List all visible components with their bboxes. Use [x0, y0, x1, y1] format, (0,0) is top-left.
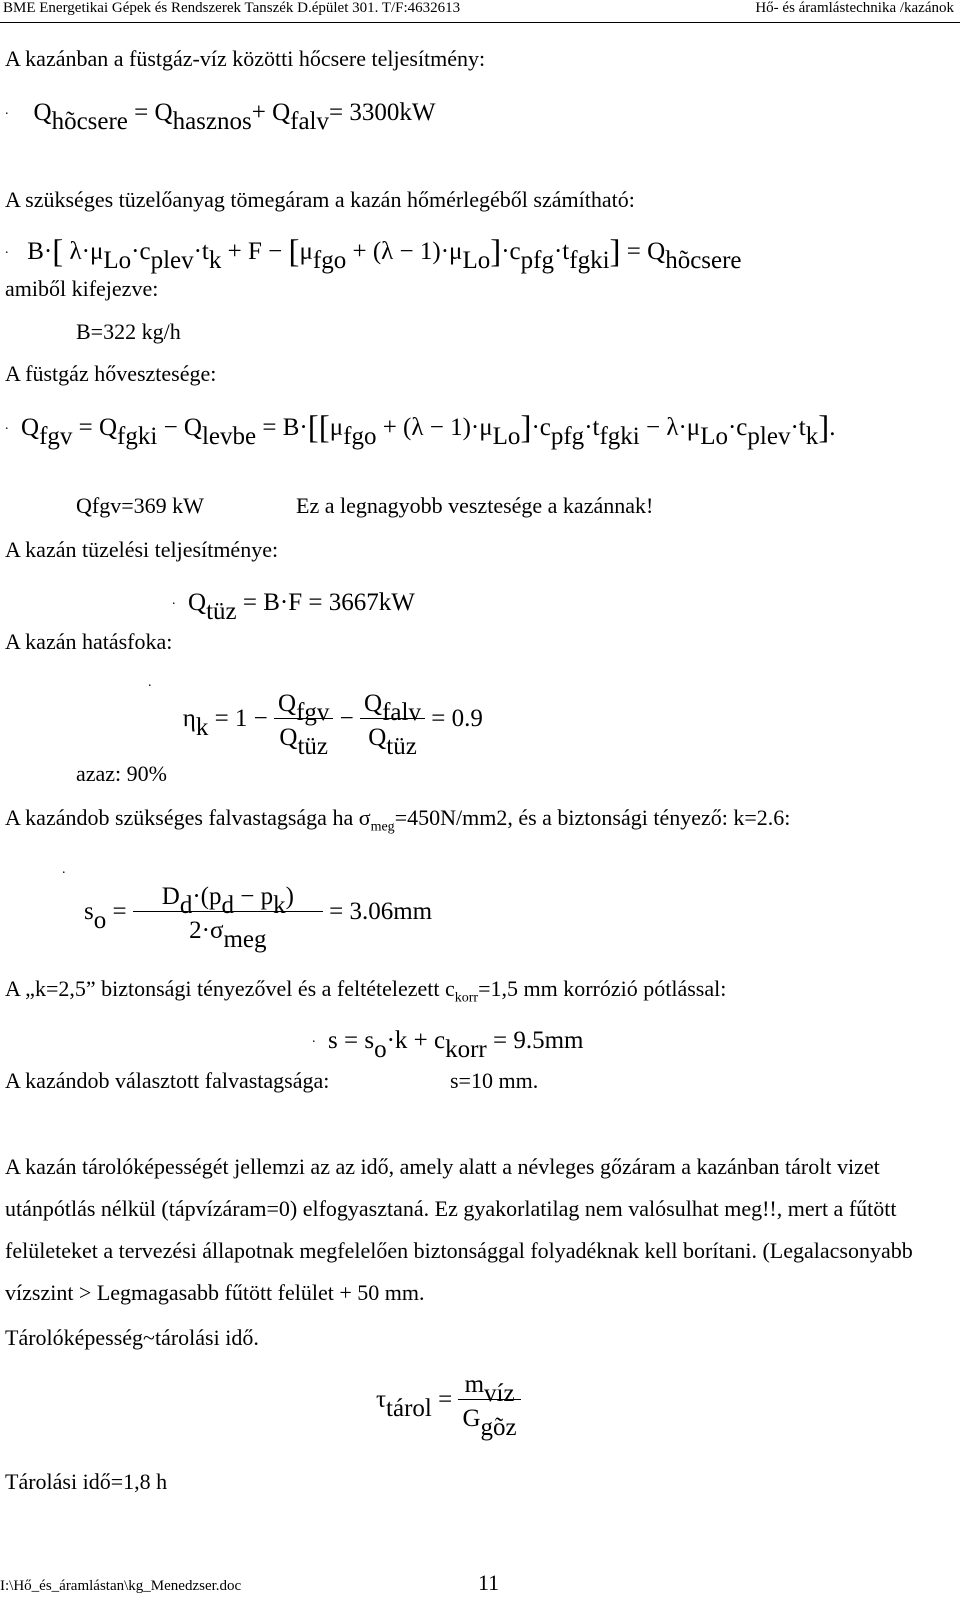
- equation-flue-gas-loss: . $Q_{fgv} = Q_{fgki} - Q_{levbe} = B\cdot[[\mu_{fgo} + (\lambda - 1)\cdot\mu_{Lo}]\cdot c_{pfg}\cdot t_{fgki} - \lambda\cdot\mu_{Lo}\cdot c_{plev}\cdot t_k]$.: [5, 410, 836, 450]
- heat-exchange-text: A kazánban a füstgáz-víz közötti hőcsere teljesítmény:: [5, 46, 486, 71]
- qfgv-note: Ez a legnagyobb vesztesége a kazánnak!: [296, 493, 654, 518]
- equation-heat-balance: . B·[ $\lambda\cdot\mu_{Lo}\cdot c_{plev}\cdot t_k + F - [\mu_{fgo} + (\lambda - 1)\cdot\mu_{Lo}]\cdot c_{pfg}\cdot t_{fgki}] = Q_{hõcsere}$: [5, 234, 742, 274]
- s-result: 9.5mm: [513, 1027, 584, 1054]
- eq1-result: 3300kW: [349, 99, 436, 126]
- storage-time-value: Tárolási idő=1,8 h: [5, 1469, 168, 1494]
- expressed-text: amiből kifejezve:: [5, 276, 159, 301]
- footer-path: I:\Hő_és_áramlástan\kg_Menedzser.doc: [0, 1578, 242, 1594]
- storage-capacity-paragraph: A kazán tárolóképességét jellemzi az az idő, amely alatt a névleges gőzáram a kazánban tárolt vizet utánpótlás nélkül (tápvízáram=0) elfogyasztaná. Ez gyakorlatilag nem valósulhat meg!!, mert a fűtött felületeket a tervezési állapotnak megfelelően biztonsággal folyadéknak kell borítani. (Legalacsonyabb vízszint > Legmagasabb fűtött felület + 50 mm.: [5, 1154, 913, 1305]
- efficiency-percent: azaz: 90%: [76, 761, 167, 786]
- equation-marker: .: [62, 862, 66, 877]
- so-result: 3.06mm: [349, 898, 433, 926]
- page-header: [0, 0, 960, 22]
- efficiency-text: A kazán hatásfoka:: [5, 629, 173, 654]
- qtuz-result: 3667kW: [328, 589, 415, 616]
- qfgv-value: Qfgv=369 kW: [76, 493, 204, 518]
- equation-wall-thickness: $s_o$ = $\frac{D_d\cdot(p_d - p_k)}{2\cdot\sigma_{meg}}$ = 3.06mm: [84, 883, 433, 953]
- firing-power-text: A kazán tüzelési teljesítménye:: [5, 537, 279, 562]
- storage-time-text: Tárolóképesség~tárolási idő.: [5, 1325, 259, 1350]
- equation-storage-time: $\tau_{tárol}$ = $\frac{m_{víz}}{G_{gõz}}$: [376, 1372, 521, 1431]
- header-divider: [0, 22, 960, 23]
- wall-thickness-text: A kazándob szükséges falvastagsága ha $\sigma_{meg}=450N/mm2$, és a biztonsági tényező: k=2.6:: [5, 805, 791, 835]
- header-left: BME Energetikai Gépek és Rendszerek Tanszék D.épület 301. T/F:4632613: [3, 0, 461, 16]
- eta-result: 0.9: [451, 705, 483, 732]
- equation-heat-exchange: . $Q_{hõcsere} = Q_{hasznos}+ Q_{falv}= 3300kW$: [5, 99, 436, 135]
- header-right: Hő- és áramlástechnika /kazánok: [755, 0, 954, 16]
- flue-gas-loss-text: A füstgáz hővesztesége:: [5, 361, 217, 386]
- chosen-thickness-label: A kazándob választott falvastagsága:: [5, 1068, 330, 1093]
- equation-firing-power: . $Q_{tüz} = B\cdot F = 3667kW$: [172, 589, 415, 625]
- corrosion-text: A „k=2,5” biztonsági tényezővel és a feltételezett $c_{korr}=1,5$ mm korrózió pótlással:: [5, 976, 727, 1006]
- chosen-thickness-value: s=10 mm.: [450, 1068, 539, 1093]
- fuel-flow-text: A szükséges tüzelőanyag tömegáram a kazán hőmérlegéből számítható:: [5, 187, 635, 212]
- b-value: B=322 kg/h: [76, 319, 181, 344]
- equation-chosen-thickness: . $s = s_o\cdot k + c_{korr} = 9.5mm$: [312, 1027, 584, 1063]
- equation-efficiency: . $\eta_k = 1$ − $\frac{Q_{fgv}}{Q_{tüz}}$ − $\frac{Q_{falv}}{Q_{tüz}}$ = 0.9: [148, 675, 483, 760]
- page-number: 11: [478, 1570, 500, 1595]
